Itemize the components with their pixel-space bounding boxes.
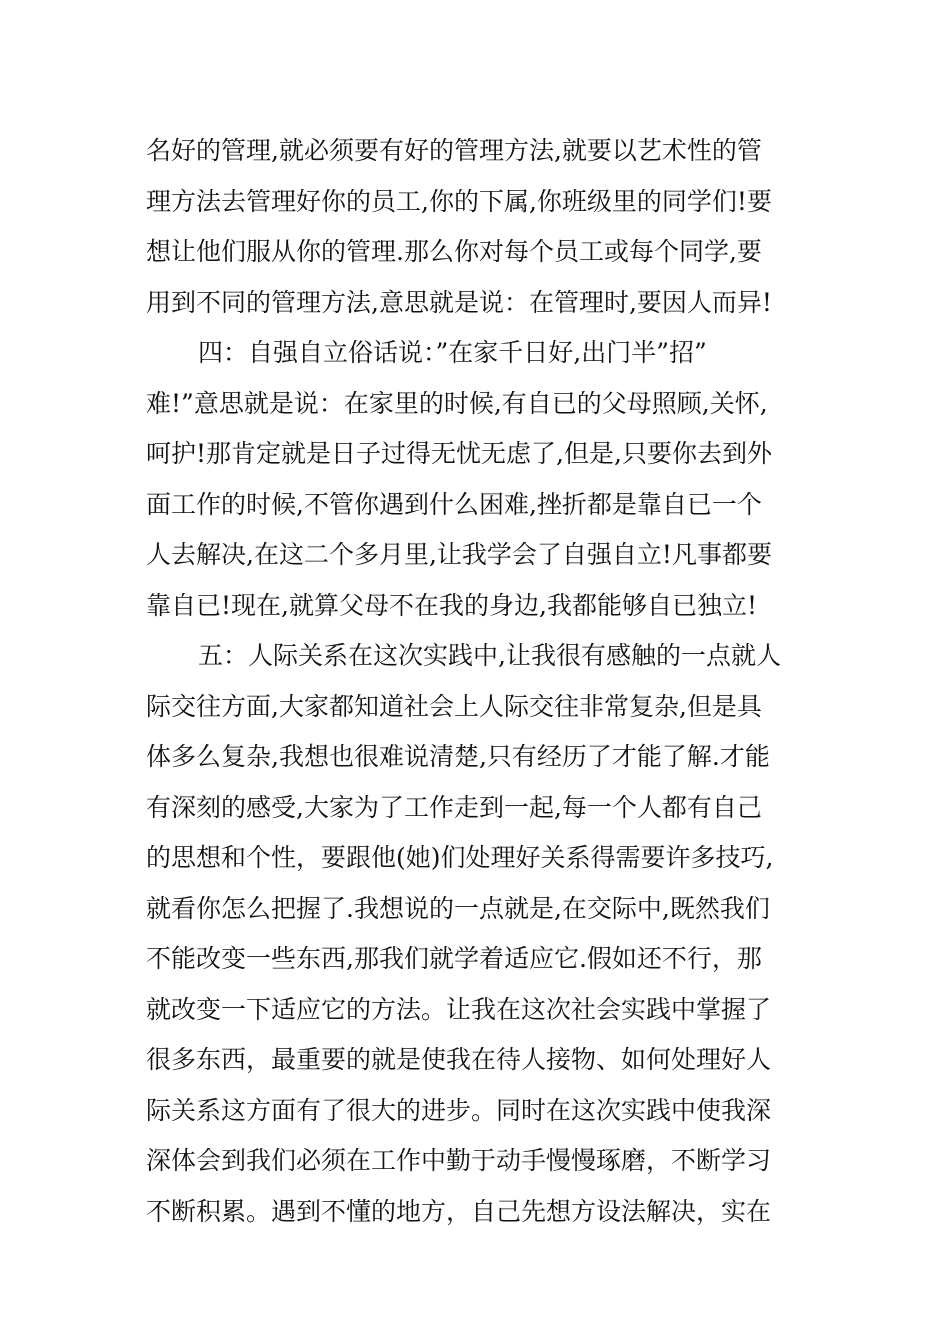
text-line: 有深刻的感受,大家为了工作走到一起,每一个人都有自己	[146, 792, 762, 822]
text-line: 际关系这方面有了很大的进步。同时在这次实践中使我深	[146, 1095, 772, 1125]
text-line: 靠自已!现在,就算父母不在我的身边,我都能够自已独立!	[146, 590, 757, 620]
text-line: 的思想和个性，要跟他(她)们处理好关系得需要许多技巧,	[146, 843, 774, 872]
text-line: 名好的管理,就必须要有好的管理方法,就要以艺术性的管	[146, 136, 762, 165]
text-line: 用到不同的管理方法,意思就是说：在管理时,要因人而异!	[146, 287, 772, 317]
text-line: 就看你怎么把握了.我想说的一点就是,在交际中,既然我们	[146, 893, 770, 923]
text-line: 深体会到我们必须在工作中勤于动手慢慢琢磨，不断学习	[146, 1146, 772, 1175]
text-line: 难!”意思就是说：在家里的时候,有自已的父母照顾,关怀,	[146, 388, 768, 418]
text-line: 际交往方面,大家都知道社会上人际交往非常复杂,但是具	[146, 691, 762, 721]
text-line: 体多么复杂,我想也很难说清楚,只有经历了才能了解.才能	[146, 742, 770, 771]
text-line: 就改变一下适应它的方法。让我在这次社会实践中掌握了	[146, 994, 772, 1024]
paragraph-five-first-line: 五：人际关系在这次实践中,让我很有感触的一点就人	[198, 641, 781, 670]
text-line: 想让他们服从你的管理.那么你对每个员工或每个同学,要	[146, 237, 762, 266]
body-text	[146, 130, 810, 1241]
text-line: 很多东西，最重要的就是使我在待人接物、如何处理好人	[146, 1045, 772, 1074]
text-line: 呵护!那肯定就是日子过得无忧无虑了,但是,只要你去到外	[146, 439, 772, 468]
text-line: 不能改变一些东西,那我们就学着适应它.假如还不行，那	[146, 944, 762, 973]
paragraph-four-first-line: 四：自强自立俗话说：”在家千日好,出门半”招”	[198, 338, 707, 367]
text-line: 面工作的时候,不管你遇到什么困难,挫折都是靠自已一个	[146, 489, 762, 519]
text-line: 理方法去管理好你的员工,你的下属,你班级里的同学们!要	[146, 186, 772, 216]
text-line: 不断积累。遇到不懂的地方，自己先想方设法解决，实在	[146, 1196, 772, 1226]
text-line: 人去解决,在这二个多月里,让我学会了自强自立!凡事都要	[146, 540, 772, 569]
